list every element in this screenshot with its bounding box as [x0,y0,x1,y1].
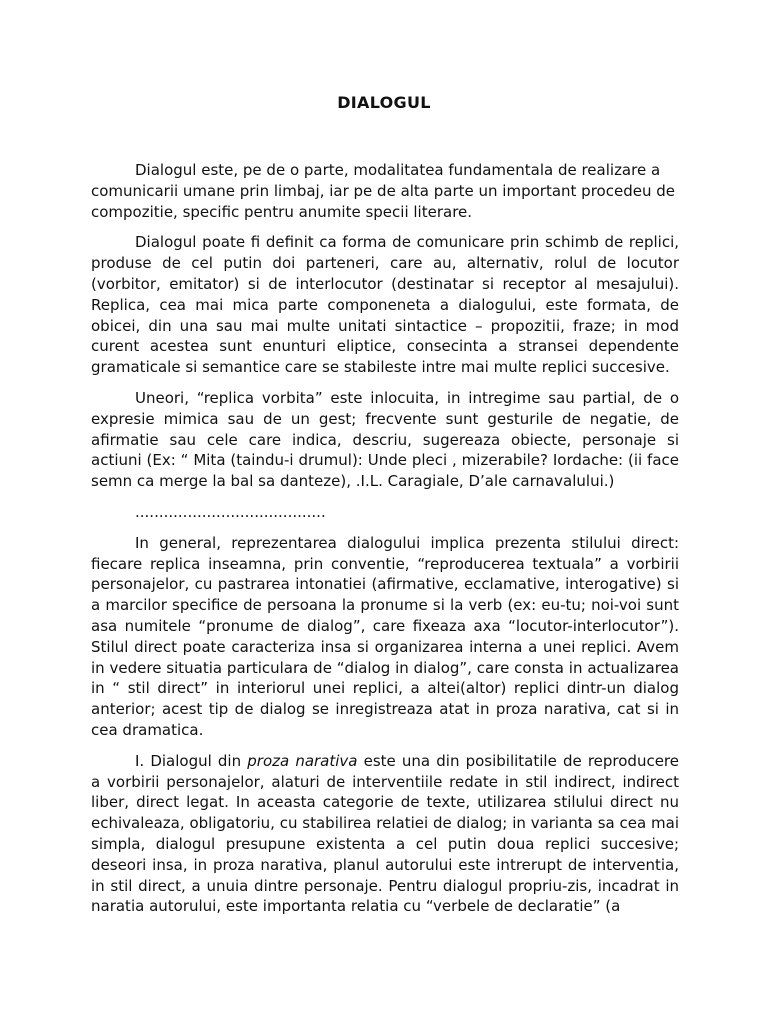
paragraph-narrative-prose-rest: este una din posibilitatile de reproducere a vorbirii personajelor, alaturi de interventiile redate in stil indirect, indirect liber, direct legat. In aceasta categorie de texte, utilizarea stilului direct nu echivaleaza, obligatoriu, cu stabilirea relatiei de dialog; in varianta sa cea mai simpla, dialogul presupune existenta a cel putin doua replici succesive; deseori insa, in proza narativa, planul autorului este intrerupt de interventia, in stil direct, a unuia dintre personaje. Pentru dialogul propriu-zis, incadrat in naratia autorului, este importanta relatia cu “verbele de declaratie” (a [91,751,680,916]
document-title: DIALOGUL [337,93,431,112]
paragraph-narrative-prose-start: I. Dialogul din [135,751,248,770]
paragraph-definition: Dialogul poate fi definit ca forma de comunicare prin schimb de replici, produse de cel putin doi parteneri, care au, alternativ, rolul de locutor (vorbitor, emitator) si de interlocutor (destinatar si receptor al mesajului). Replica, cea mai mica parte componeneta a dialogului, este formata, de obicei, din una sau mai multe unitati sintactice – propozitii, fraze; in mod curent acestea sunt enunturi eliptice, consecinta a stransei dependente gramaticale si semantice care se stabileste intre mai multe replici succesive. [91,233,679,377]
paragraph-intro: Dialogul este, pe de o parte, modalitatea fundamentala de realizare a comunicarii umane prin limbaj, iar pe de alta parte un important procedeu de compozitie, specific pentru anumite specii literare. [91,161,675,221]
paragraph-direct-style: In general, reprezentarea dialogului implica prezenta stilului direct: fiecare replica inseamna, prin conventie, “reproducerea textuala” a vorbirii personajelor, cu pastrarea intonatiei (afirmative, ecclamative, interogative) si a marcilor specifice de persoana la pronume si la verb (ex: eu-tu; noi-voi sunt asa numitele “pronume de dialog”, care fixeaza axa “locutor-interlocutor”). Stilul direct poate caracteriza insa si organizarea interna a unei replici. Avem in vedere situatia particulara de “dialog in dialog”, care consta in actualizarea in “ stil direct” in interiorul unei replici, a altei(altor) replici dintr-un dialog anterior; acest tip de dialog se inregistreaza atat in proza narativa, cat si in cea dramatica. [91,533,679,739]
paragraph-narrative-prose-emphasis: proza narativa [247,751,358,770]
paragraph-narrative-prose [91,751,679,917]
document-body [91,160,679,927]
paragraph-gestures: Uneori, “replica vorbita” este inlocuita, in intregime sau partial, de o expresie mimica sau de un gest; frecvente sunt gesturile de negatie, de afirmatie sau cele care indica, descriu, sugereaza obiecte, personaje si actiuni (Ex: “ Mita (taindu-i drumul): Unde pleci , mizerabile? Iordache: (ii face semn ca merge la bal sa danteze), .I.L. Caragiale, D’ale carnavalului.) [91,388,679,491]
paragraph-ellipsis: ........................................ [135,502,326,521]
